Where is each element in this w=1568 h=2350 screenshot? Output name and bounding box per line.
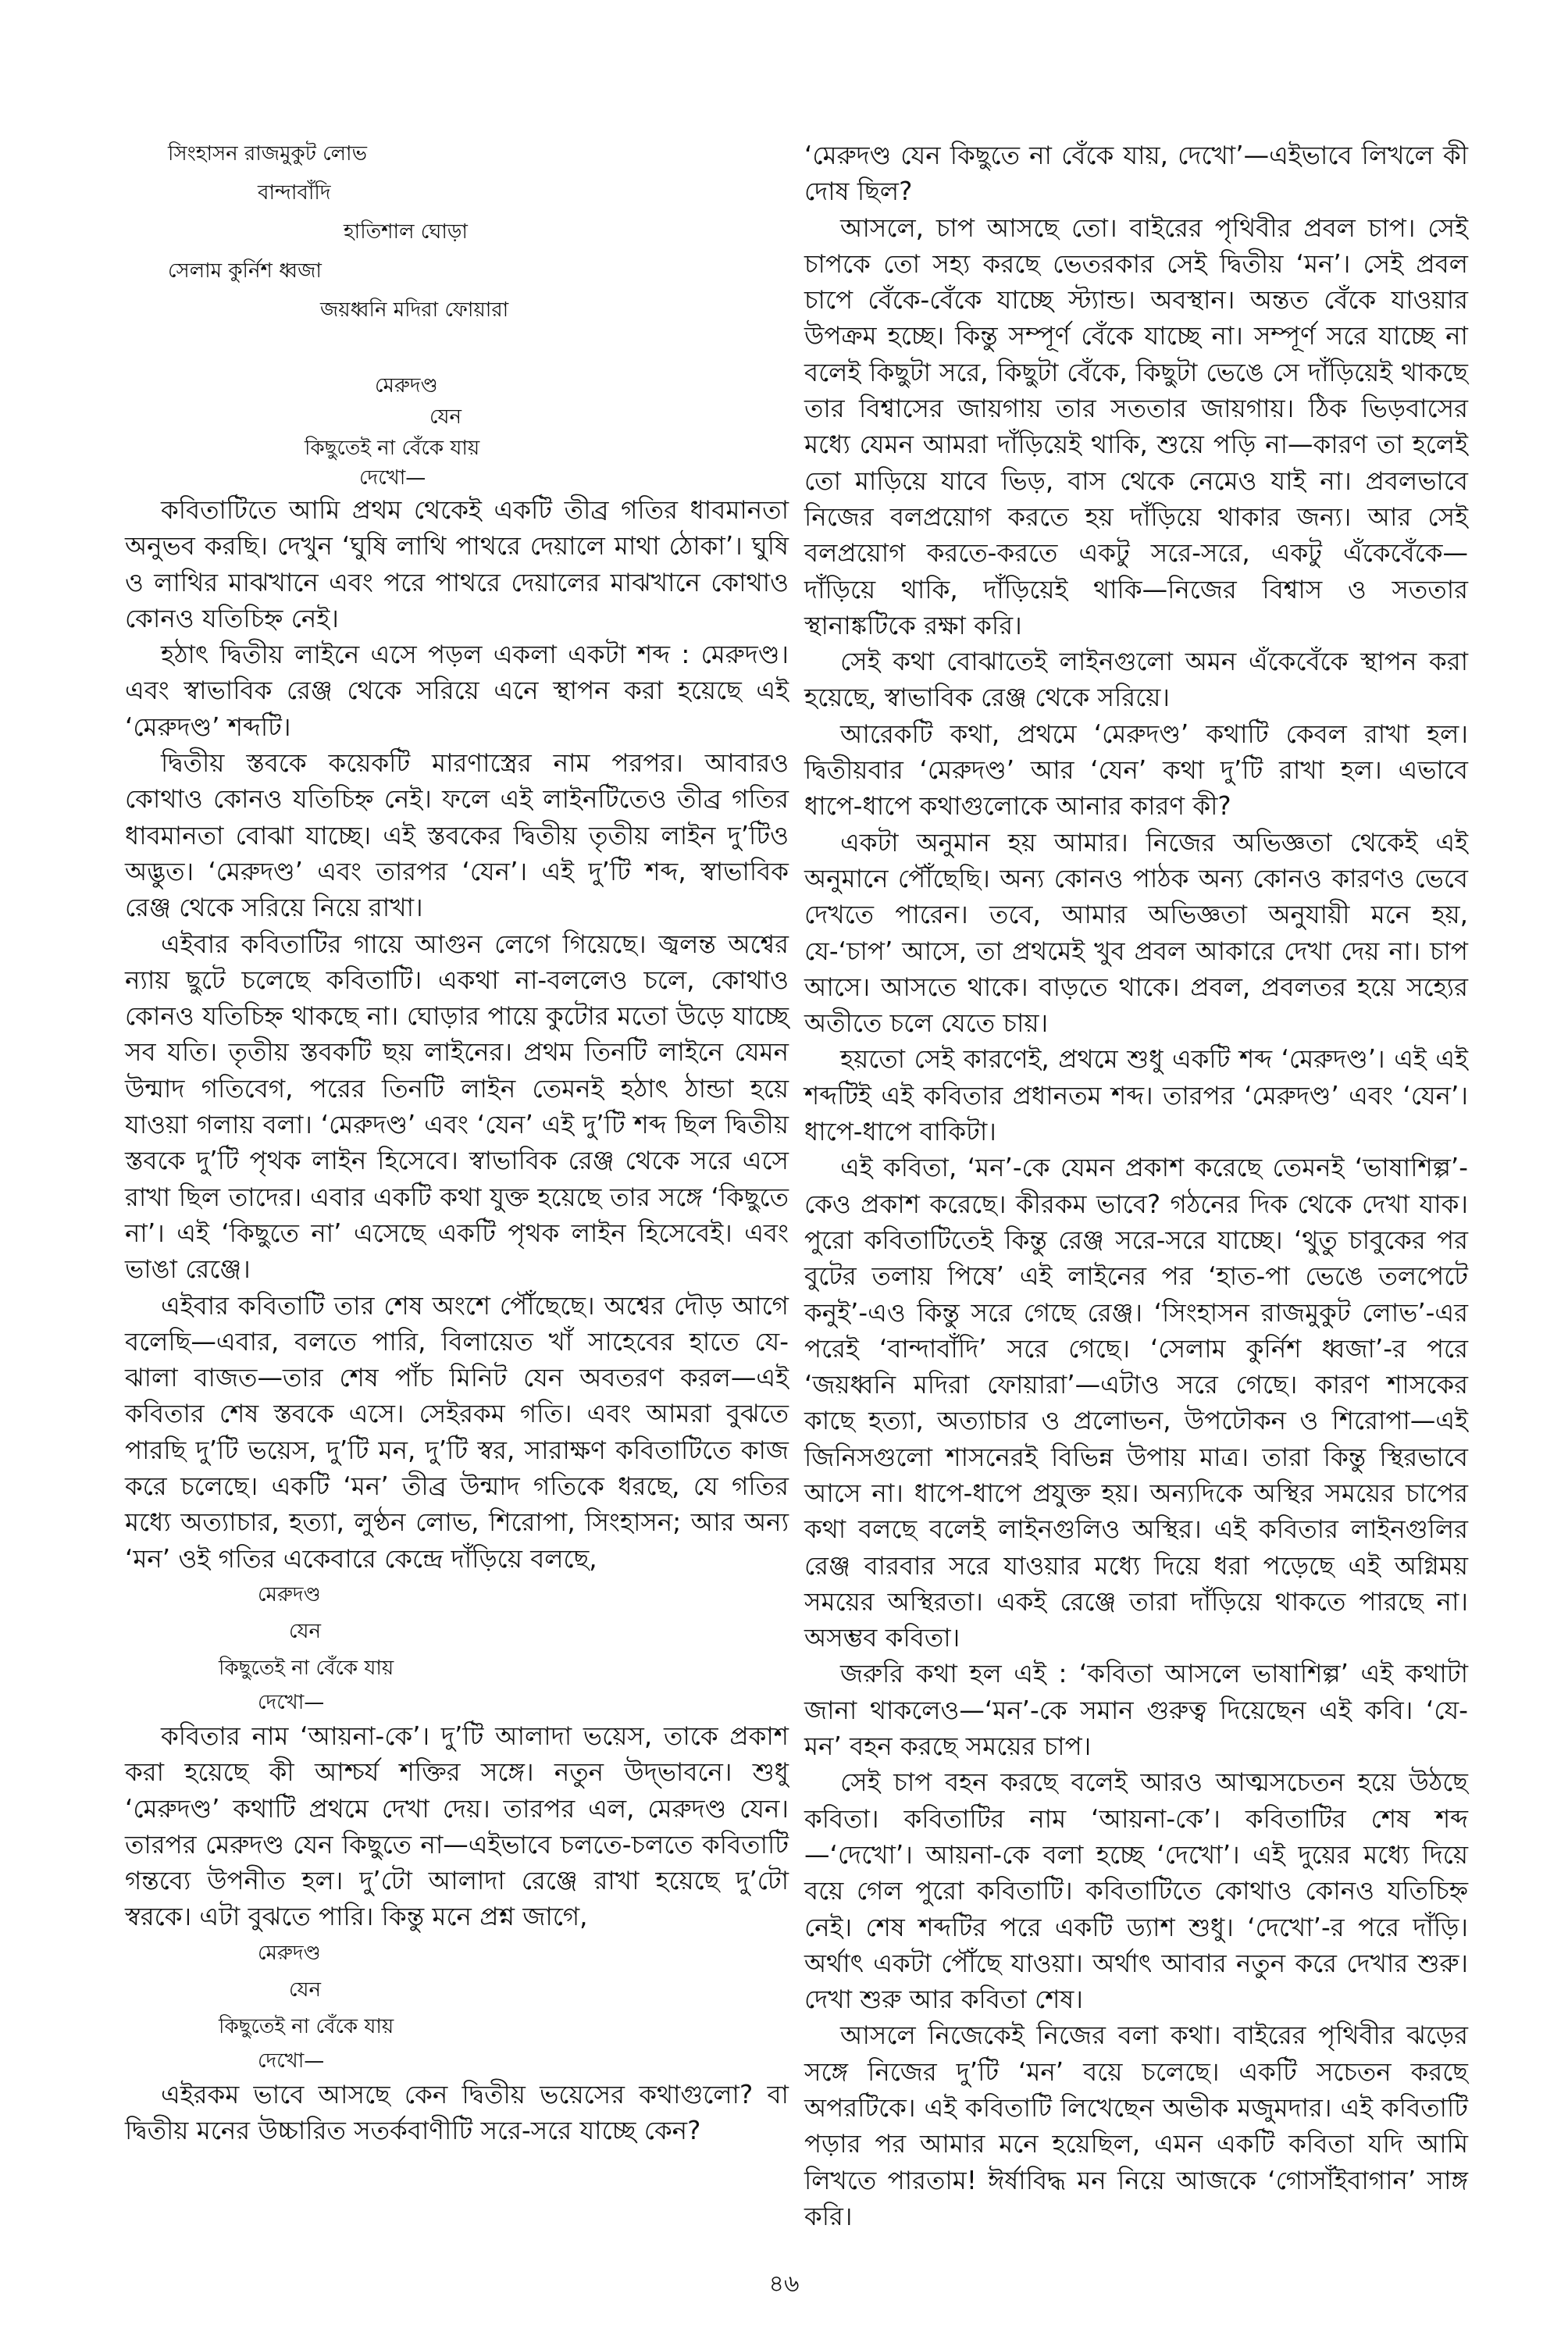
verse-line: হাতিশাল ঘোড়া xyxy=(344,220,468,244)
paragraph: একটা অনুমান হয় আমার। নিজের অভিজ্ঞতা থেকেই এই অনুমানে পৌঁছেছি। অন্য কোনও পাঠক অন্য কোনও কারণও ভেবে দেখতে পারেন। তবে, আমার অভিজ্ঞতা অনুযায়ী মনে হয়, যে-‘চাপ’ আসে, তা প্রথমেই খুব প্রবল আকারে দেখা দেয় না। চাপ আসে। আসতে থাকে। বাড়তে থাকে। প্রবল, প্রবলতর হয়ে সহ্যের অতীতে চলে যেতে চায়। xyxy=(804,827,1468,1039)
verse-block-2 xyxy=(125,370,789,492)
paragraph: আরেকটি কথা, প্রথমে ‘মেরুদণ্ড’ কথাটি কেবল রাখা হল। দ্বিতীয়বার ‘মেরুদণ্ড’ আর ‘যেন’ কথা দু’টি রাখা হল। এভাবে ধাপে-ধাপে কথাগুলোকে আনার কারণ কী? xyxy=(804,719,1468,822)
verse-block-4 xyxy=(125,1935,789,2077)
paragraph: সেই চাপ বহন করছে বলেই আরও আত্মসচেতন হয়ে উঠছে কবিতা। কবিতাটির নাম ‘আয়না-কে’। কবিতাটির শেষ শব্দ—‘দেখো’। আয়না-কে বলা হচ্ছে ‘দেখো’। এই দুয়ের মধ্যে দিয়ে বয়ে গেল পুরো কবিতাটি। কবিতাটিতে কোথাও কোনও যতিচিহ্ন নেই। শেষ শব্দটির পরে একটি ড্যাশ শুধু। ‘দেখো’-র পরে দাঁড়ি। অর্থাৎ একটা পৌঁছে যাওয়া। অর্থাৎ আবার নতুন করে দেখার শুরু। দেখা শুরু আর কবিতা শেষ। xyxy=(804,1767,1468,2015)
left-column xyxy=(125,134,789,2149)
page-number: ৪৬ xyxy=(768,2270,800,2298)
paragraph: হয়তো সেই কারণেই, প্রথমে শুধু একটি শব্দ ‘মেরুদণ্ড’। এই এই শব্দটিই এই কবিতার প্রধানতম শব্দ। তারপর ‘মেরুদণ্ড’ এবং ‘যেন’। ধাপে-ধাপে বাকিটা। xyxy=(804,1044,1468,1147)
verse-line: কিছুতেই না বেঁকে যায় xyxy=(219,2014,394,2038)
verse-line: মেরুদণ্ড xyxy=(258,1582,321,1606)
paragraph-continued: ‘মেরুদণ্ড যেন কিছুতে না বেঁকে যায়, দেখো’—এইভাবে লিখলে কী দোষ ছিল? xyxy=(804,141,1468,207)
verse-line: সেলাম কুর্নিশ ধ্বজা xyxy=(168,259,322,283)
verse-line: জয়ধ্বনি মদিরা ফোয়ারা xyxy=(320,298,509,322)
verse-line: কিছুতেই না বেঁকে যায় xyxy=(305,437,480,460)
paragraph: কবিতার নাম ‘আয়না-কে’। দু’টি আলাদা ভয়েস, তাকে প্রকাশ করা হয়েছে কী আশ্চর্য শক্তির সঙ্গে। নতুন উদ্‌ভাবনে। শুধু ‘মেরুদণ্ড’ কথাটি প্রথমে দেখা দেয়। তারপর এল, মেরুদণ্ড যেন। তারপর মেরুদণ্ড যেন কিছুতে না—এইভাবে চলতে-চলতে কবিতাটি গন্তব্যে উপনীত হল। দু’টো আলাদা রেঞ্জে রাখা হয়েছে দু’টো স্বরকে। এটা বুঝতে পারি। কিন্তু মনে প্রশ্ন জাগে, xyxy=(125,1721,789,1932)
verse-line: দেখো— xyxy=(359,466,426,490)
verse-line: সিংহাসন রাজমুকুট লোভ xyxy=(168,142,367,166)
verse-line: মেরুদণ্ড xyxy=(375,374,438,398)
paragraph: দ্বিতীয় স্তবকে কয়েকটি মারণাস্ত্রের নাম পরপর। আবারও কোথাও কোনও যতিচিহ্ন নেই। ফলে এই লাইনটিতেও তীব্র গতির ধাবমানতা বোঝা যাচ্ছে। এই স্তবকের দ্বিতীয় তৃতীয় লাইন দু’টিও অদ্ভুত। ‘মেরুদণ্ড’ এবং তারপর ‘যেন’। এই দু’টি শব্দ, স্বাভাবিক রেঞ্জ থেকে সরিয়ে নিয়ে রাখা। xyxy=(125,748,789,923)
right-column xyxy=(804,137,1468,2234)
prose-block-1 xyxy=(125,492,789,1577)
verse-line: যেন xyxy=(289,1977,322,2002)
verse-line: কিছুতেই না বেঁকে যায় xyxy=(219,1656,394,1680)
paragraph: এইবার কবিতাটির গায়ে আগুন লেগে গিয়েছে। জ্বলন্ত অশ্বের ন্যায় ছুটে চলেছে কবিতাটি। একথা না-বললেও চলে, কোথাও কোনও যতিচিহ্ন থাকছে না। ঘোড়ার পায়ে কুটোর মতো উড়ে যাচ্ছে সব যতি। তৃতীয় স্তবকটি ছয় লাইনের। প্রথম তিনটি লাইনে যেমন উন্মাদ গতিবেগ, পরের তিনটি লাইন তেমনই হঠাৎ ঠান্ডা হয়ে যাওয়া গলায় বলা। ‘মেরুদণ্ড’ এবং ‘যেন’ এই দু’টি শব্দ ছিল দ্বিতীয় স্তবকে দু’টি পৃথক লাইন হিসেবে। স্বাভাবিক রেঞ্জ থেকে সরে এসে রাখা ছিল তাদের। এবার একটি কথা যুক্ত হয়েছে তার সঙ্গে ‘কিছুতে না’। এই ‘কিছুতে না’ এসেছে একটি পৃথক লাইন হিসেবেই। এবং ভাঙা রেঞ্জে। xyxy=(125,929,789,1285)
verse-line: মেরুদণ্ড xyxy=(258,1941,321,1965)
paragraph: আসলে, চাপ আসছে তো। বাইরের পৃথিবীর প্রবল চাপ। সেই চাপকে তো সহ্য করছে ভেতরকার সেই দ্বিতীয় ‘মন’। সেই প্রবল চাপে বেঁকে-বেঁকে যাচ্ছে স্ট্যান্ড। অবস্থান। অন্তত বেঁকে যাওয়ার উপক্রম হচ্ছে। কিন্তু সম্পূর্ণ বেঁকে যাচ্ছে না। সম্পূর্ণ সরে যাচ্ছে না বলেই কিছুটা সরে, কিছুটা বেঁকে, কিছুটা ভেঙে সে দাঁড়িয়েই থাকছে তার বিশ্বাসের জায়গায় তার সততার জায়গায়। ঠিক ভিড়বাসের মধ্যে যেমন আমরা দাঁড়িয়েই থাকি, শুয়ে পড়ি না—কারণ তা হলেই তো মাড়িয়ে যাবে ভিড়, বাস থেকে নেমেও যাই না। প্রবলভাবে নিজের বলপ্রয়োগ করতে হয় দাঁড়িয়ে থাকার জন্য। আর সেই বলপ্রয়োগ করতে-করতে একটু সরে-সরে, একটু এঁকেবেঁকে—দাঁড়িয়ে থাকি, দাঁড়িয়েই থাকি—নিজের বিশ্বাস ও সততার স্থানাঙ্কটিকে রক্ষা করি। xyxy=(804,212,1468,640)
prose-block-2 xyxy=(125,1718,789,1935)
paragraph: আসলে নিজেকেই নিজের বলা কথা। বাইরের পৃথিবীর ঝড়ের সঙ্গে নিজের দু’টি ‘মন’ বয়ে চলেছে। একটি সচেতন করছে অপরটিকে। এই কবিতাটি লিখেছেন অভীক মজুমদার। এই কবিতাটি পড়ার পর আমার মনে হয়েছিল, এমন একটি কবিতা যদি আমি লিখতে পারতাম! ঈর্ষাবিদ্ধ মন নিয়ে আজকে ‘গোসাঁইবাগান’ সাঙ্গ করি। xyxy=(804,2020,1468,2231)
paragraph: এইরকম ভাবে আসছে কেন দ্বিতীয় ভয়েসের কথাগুলো? বা দ্বিতীয় মনের উচ্চারিত সতর্কবাণীটি সরে-সরে যাচ্ছে কেন? xyxy=(125,2079,789,2145)
verse-block-3 xyxy=(125,1577,789,1718)
verse-line: যেন xyxy=(289,1619,322,1643)
prose-block-3 xyxy=(125,2077,789,2149)
verse-line: দেখো— xyxy=(258,1690,325,1714)
paragraph: এইবার কবিতাটি তার শেষ অংশে পৌঁছেছে। অশ্বের দৌড় আগে বলেছি—এবার, বলতে পারি, বিলায়েত খাঁ সাহেবের হাতে যে-ঝালা বাজত—তার শেষ পাঁচ মিনিট যেন অবতরণ করল—এই কবিতার শেষ স্তবকে এসে। সেইরকম গতি। এবং আমরা বুঝতে পারছি দু’টি ভয়েস, দু’টি মন, দু’টি স্বর, সারাক্ষণ কবিতাটিতে কাজ করে চলেছে। একটি ‘মন’ তীব্র উন্মাদ গতিকে ধরছে, যে গতির মধ্যে অত্যাচার, হত্যা, লুণ্ঠন লোভ, শিরোপা, সিংহাসন; আর অন্য ‘মন’ ওই গতির একেবারে কেন্দ্রে দাঁড়িয়ে বলছে, xyxy=(125,1290,789,1574)
verse-block-1 xyxy=(125,134,789,330)
paragraph: জরুরি কথা হল এই : ‘কবিতা আসলে ভাষাশিল্প’ এই কথাটা জানা থাকলেও—‘মন’-কে সমান গুরুত্ব দিয়েছেন এই কবি। ‘যে-মন’ বহন করছে সময়ের চাপ। xyxy=(804,1659,1468,1762)
paragraph: সেই কথা বোঝাতেই লাইনগুলো অমন এঁকেবেঁকে স্থাপন করা হয়েছে, স্বাভাবিক রেঞ্জ থেকে সরিয়ে। xyxy=(804,647,1468,713)
paragraph: হঠাৎ দ্বিতীয় লাইনে এসে পড়ল একলা একটা শব্দ : মেরুদণ্ড। এবং স্বাভাবিক রেঞ্জ থেকে সরিয়ে এনে স্থাপন করা হয়েছে এই ‘মেরুদণ্ড’ শব্দটি। xyxy=(125,640,789,742)
paragraph: কবিতাটিতে আমি প্রথম থেকেই একটি তীব্র গতির ধাবমানতা অনুভব করছি। দেখুন ‘ঘুষি লাথি পাথরে দেয়ালে মাথা ঠোকা’। ঘুষি ও লাথির মাঝখানে এবং পরে পাথরে দেয়ালের মাঝখানে কোথাও কোনও যতিচিহ্ন নেই। xyxy=(125,495,789,633)
verse-line: বান্দাবাঁদি xyxy=(258,181,331,205)
verse-line: যেন xyxy=(429,405,462,429)
verse-line: দেখো— xyxy=(258,2049,325,2073)
paragraph: এই কবিতা, ‘মন’-কে যেমন প্রকাশ করেছে তেমনই ‘ভাষাশিল্প’-কেও প্রকাশ করেছে। কীরকম ভাবে? গঠনের দিক থেকে দেখা যাক। পুরো কবিতাটিতেই কিন্তু রেঞ্জ সরে-সরে যাচ্ছে। ‘থুতু চাবুকের পর বুটের তলায় পিষে’ এই লাইনের পর ‘হাত-পা ভেঙে তলপেটে কনুই’-এও কিন্তু সরে গেছে রেঞ্জ। ‘সিংহাসন রাজমুকুট লোভ’-এর পরেই ‘বান্দাবাঁদি’ সরে গেছে। ‘সেলাম কুর্নিশ ধ্বজা’-র পরে ‘জয়ধ্বনি মদিরা ফোয়ারা’—এটাও সরে গেছে। কারণ শাসকের কাছে হত্যা, অত্যাচার ও প্রলোভন, উপঢৌকন ও শিরোপা—এই জিনিসগুলো শাসনেরই বিভিন্ন উপায় মাত্র। তারা কিন্তু স্থিরভাবে আসে না। ধাপে-ধাপে প্রযুক্ত হয়। অন্যদিকে অস্থির সময়ের চাপের কথা বলছে বলেই লাইনগুলিও অস্থির। এই কবিতার লাইনগুলির রেঞ্জ বারবার সরে যাওয়ার মধ্যে দিয়ে ধরা পড়েছে এই অগ্নিময় সময়ের অস্থিরতা। একই রেঞ্জে তারা দাঁড়িয়ে থাকতে পারছে না। অসম্ভব কবিতা। xyxy=(804,1153,1468,1653)
